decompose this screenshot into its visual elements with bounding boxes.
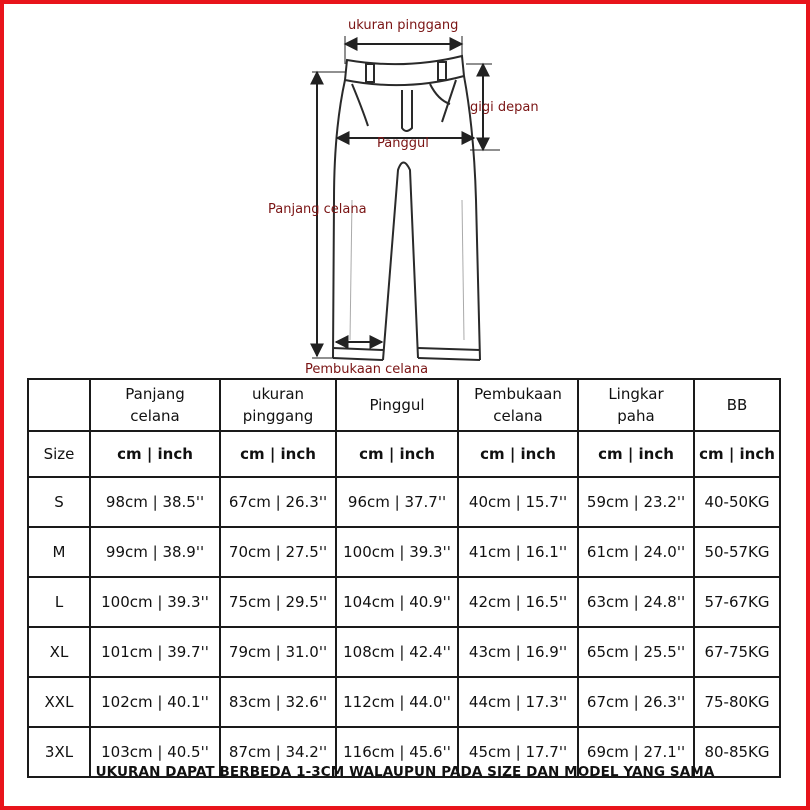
table-cell: 70cm | 27.5'' (220, 527, 336, 577)
label-hip: Panggul (377, 136, 429, 151)
unit-cell: cm | inch (578, 431, 694, 477)
header-cell-hip: Pinggul (336, 379, 458, 431)
table-cell: 100cm | 39.3'' (336, 527, 458, 577)
table-unit-row (28, 431, 780, 477)
table-cell: 80-85KG (694, 727, 780, 777)
table-cell: 101cm | 39.7'' (90, 627, 220, 677)
table-cell: 100cm | 39.3'' (90, 577, 220, 627)
table-cell: 98cm | 38.5'' (90, 477, 220, 527)
table-cell: 61cm | 24.0'' (578, 527, 694, 577)
table-cell: 67cm | 26.3'' (578, 677, 694, 727)
disclaimer-footer: UKURAN DAPAT BERBEDA 1-3CM WALAUPUN PADA SIZE DAN MODEL YANG SAMA (95, 764, 715, 780)
header-cell-empty (28, 379, 90, 431)
unit-cell: cm | inch (694, 431, 780, 477)
size-cell: L (28, 577, 90, 627)
table-cell: 75-80KG (694, 677, 780, 727)
header-cell-weight: BB (694, 379, 780, 431)
table-cell: 96cm | 37.7'' (336, 477, 458, 527)
size-cell: XL (28, 627, 90, 677)
header-cell-leg-opening: Pembukaan celana (458, 379, 578, 431)
table-cell: 102cm | 40.1'' (90, 677, 220, 727)
table-cell: 83cm | 32.6'' (220, 677, 336, 727)
unit-cell: cm | inch (90, 431, 220, 477)
table-cell: 112cm | 44.0'' (336, 677, 458, 727)
label-leg-opening: Pembukaan celana (305, 362, 429, 377)
table-cell: 59cm | 23.2'' (578, 477, 694, 527)
size-cell: 3XL (28, 727, 90, 777)
label-front-rise: gigi depan (470, 100, 539, 115)
unit-cell: cm | inch (336, 431, 458, 477)
table-row (28, 677, 780, 727)
label-length: Panjang celana (268, 202, 367, 217)
table-row (28, 527, 780, 577)
table-cell: 116cm | 45.6'' (336, 727, 458, 777)
pants-illustration (0, 0, 810, 380)
pants-measurement-diagram (0, 0, 810, 380)
table-cell: 45cm | 17.7'' (458, 727, 578, 777)
size-cell: XXL (28, 677, 90, 727)
table-cell: 67cm | 26.3'' (220, 477, 336, 527)
unit-cell-size: Size (28, 431, 90, 477)
table-cell: 69cm | 27.1'' (578, 727, 694, 777)
table-cell: 41cm | 16.1'' (458, 527, 578, 577)
table-cell: 87cm | 34.2'' (220, 727, 336, 777)
table-cell: 103cm | 40.5'' (90, 727, 220, 777)
table-cell: 42cm | 16.5'' (458, 577, 578, 627)
table-row (28, 477, 780, 527)
table-cell: 63cm | 24.8'' (578, 577, 694, 627)
table-cell: 79cm | 31.0'' (220, 627, 336, 677)
table-cell: 40-50KG (694, 477, 780, 527)
header-cell-waist: ukuran pinggang (220, 379, 336, 431)
table-cell: 75cm | 29.5'' (220, 577, 336, 627)
table-row (28, 627, 780, 677)
size-chart-table (27, 378, 781, 778)
table-cell: 65cm | 25.5'' (578, 627, 694, 677)
table-row (28, 577, 780, 627)
table-cell: 104cm | 40.9'' (336, 577, 458, 627)
table-header-row (28, 379, 780, 431)
table-cell: 99cm | 38.9'' (90, 527, 220, 577)
table-cell: 50-57KG (694, 527, 780, 577)
table-cell: 67-75KG (694, 627, 780, 677)
label-waist: ukuran pinggang (348, 18, 459, 33)
size-cell: M (28, 527, 90, 577)
table-cell: 43cm | 16.9'' (458, 627, 578, 677)
unit-cell: cm | inch (458, 431, 578, 477)
header-cell-thigh: Lingkar paha (578, 379, 694, 431)
table-cell: 108cm | 42.4'' (336, 627, 458, 677)
unit-cell: cm | inch (220, 431, 336, 477)
header-cell-length: Panjang celana (90, 379, 220, 431)
table-cell: 57-67KG (694, 577, 780, 627)
table-cell: 44cm | 17.3'' (458, 677, 578, 727)
table-cell: 40cm | 15.7'' (458, 477, 578, 527)
size-cell: S (28, 477, 90, 527)
